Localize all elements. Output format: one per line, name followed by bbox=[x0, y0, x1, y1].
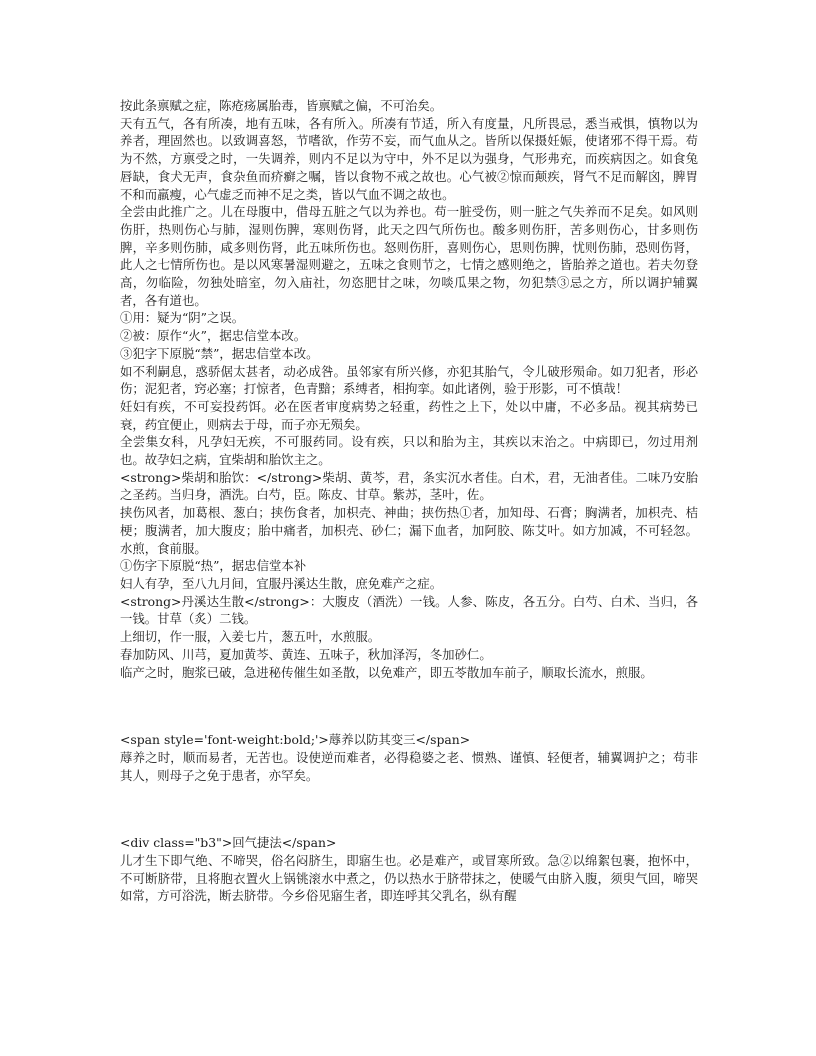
paragraph: 全尝集女科，凡孕妇无疾，不可服药同。设有疾，只以和胎为主，其疾以末治之。中病即已，勿过用剂也。故孕妇之病，宜柴胡和胎饮主之。 bbox=[120, 434, 698, 468]
paragraph: 临产之时，胞浆已破，急进秘传催生如圣散，以免难产，即五苓散加车前子，顺取长流水，煎服。 bbox=[120, 664, 653, 680]
paragraph: 妊妇有疾，不可妄投药饵。必在医者审度病势之轻重，药性之上下，处以中庸，不必多品。视其病势已衰，药宜便止，则病去于母，而子亦无殒矣。 bbox=[120, 398, 698, 432]
footnote: ①伤字下原脱“热”，据忠信堂本补 bbox=[120, 558, 307, 574]
footnote: ②被：原作“火”，据忠信堂本改。 bbox=[120, 328, 307, 344]
paragraph: 儿才生下即气绝、不啼哭，俗名闷脐生，即寤生也。必是难产，或冒寒所致。急②以绵絮包裹，抱怀中，不可断脐带，且将胞衣置火上锅铫滚水中煮之，仍以热水于脐带抹之，使暖气由脐入腹，须臾气回，啼哭如常，方可浴洗，断去脐带。今乡俗见寤生者，即连呼其父乳名，纵有醒 bbox=[120, 853, 698, 904]
section-spacer bbox=[120, 681, 698, 731]
paragraph: 挟伤风者，加葛根、葱白；挟伤食者，加枳壳、神曲；挟伤热①者，加知母、石膏；胸满者，加枳壳、桔梗；腹满者，加大腹皮；胎中痛者，加枳壳、砂仁；漏下血者，加阿胶、陈艾叶。如方加减，不可轻忽。水煎，食前服。 bbox=[120, 505, 698, 556]
paragraph: 妇人有孕，至八九月间，宜服丹溪达生散，庶免难产之症。 bbox=[120, 575, 443, 591]
paragraph: 天有五气，各有所凑，地有五味，各有所入。所凑有节适，所入有度量，凡所畏忌，悉当戒惧，慎物以为养者，理固然也。以致调喜怒，节嗜欲，作劳不妄，而气血从之。皆所以保摄妊娠，使诸邪不得干焉。苟为不然，方禀受之时，一失调养，则内不足以为守中，外不足以为强身，气形弗充，而疾病因之。如食兔唇缺，食犬无声，食杂鱼而疥癣之嘱，皆以食物不戒之故也。心气被②惊而颠疾，肾气不足而解囟，脾胃不和而羸瘦，心气虚乏而神不足之类，皆以气血不调之故也。 bbox=[120, 115, 698, 202]
paragraph: 如不利嗣息，惑骄倨太甚者，动必成咎。虽邻家有所兴修，亦犯其胎气，令儿破形殒命。如刀犯者，形必伤；泥犯者，窍必塞；打惊者，色青黯；系缚者，相拘挛。如此诸例，验于形影，可不慎哉！ bbox=[120, 363, 698, 397]
document-page bbox=[120, 97, 698, 905]
paragraph: 按此条禀赋之症，陈疮疡属胎毒，皆禀赋之偏，不可治矣。 bbox=[120, 98, 443, 113]
paragraph: 全尝由此推广之。儿在母腹中，借母五脏之气以为养也。苟一脏受伤，则一脏之气失养而不足矣。如风则伤肝，热则伤心与肺，湿则伤脾，寒则伤肾，此天之四气所伤也。酸多则伤肝，苦多则伤心，甘多则伤脾，辛多则伤肺，咸多则伤肾，此五味所伤也。怒则伤肝，喜则伤心，思则伤脾，忧则伤肺，恐则伤肾，此人之七情所伤也。是以风寒暑湿则避之，五味之食则节之，七情之感则绝之，皆胎养之道也。若夫勿登高，勿临险，勿独处暗室，勿入庙社，勿恣肥甘之味，勿啖瓜果之物，勿犯禁③忌之方，所以调护辅翼者，各有道也。 bbox=[120, 204, 698, 308]
paragraph: 蓐养之时，顺而易者，无苦也。设使逆而难者，必得稳婆之老、惯熟、谨慎、轻便者，辅翼调护之；苟非其人，则母子之免于患者，亦罕矣。 bbox=[120, 749, 698, 783]
paragraph: <strong>柴胡和胎饮：</strong>柴胡、黄芩，君，条实沉水者佳。白术，君，无油者佳。二味乃安胎之圣药。当归身，酒洗。白芍，臣。陈皮、甘草。紫苏，茎叶，佐。 bbox=[120, 469, 698, 503]
section-a bbox=[120, 97, 698, 681]
section-heading: <span style='font-weight:bold;'>蓐养以防其变三</span> bbox=[120, 732, 471, 748]
section-spacer bbox=[120, 784, 698, 834]
paragraph: 春加防风、川芎，夏加黄芩、黄连、五味子，秋加泽泻，冬加砂仁。 bbox=[120, 646, 492, 662]
section-c bbox=[120, 834, 698, 905]
footnote: ③犯字下原脱“禁”，据忠信堂本改。 bbox=[120, 345, 319, 361]
section-heading: <div class="b3">回气捷法</span> bbox=[120, 835, 337, 851]
paragraph: 上细切，作一服，入姜七片，葱五叶，水煎服。 bbox=[120, 629, 381, 645]
footnote: ①用：疑为“阴”之误。 bbox=[120, 310, 245, 326]
paragraph: <strong>丹溪达生散</strong>：大腹皮（酒洗）一钱。人参、陈皮，各五分。白芍、白术、当归，各一钱。甘草（炙）二钱。 bbox=[120, 593, 698, 627]
section-b bbox=[120, 731, 698, 784]
